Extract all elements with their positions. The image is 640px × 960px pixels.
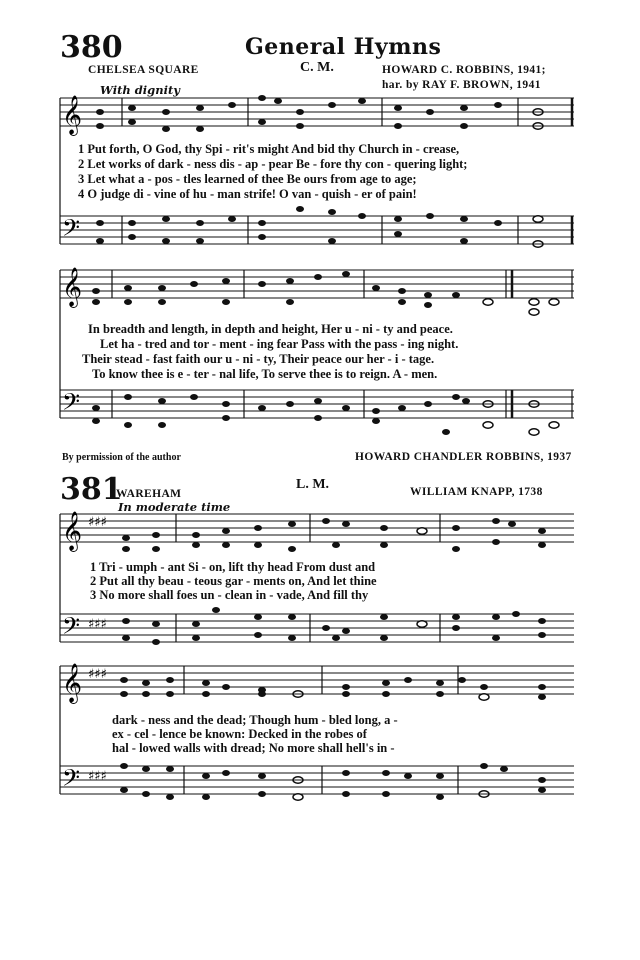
bass-clef-icon: 𝄢 — [62, 764, 81, 797]
notes-bass-3 — [122, 607, 546, 645]
notes-bass-1 — [96, 206, 543, 247]
lyric-verse-2-cont: Let ha - tred and tor - ment - ing fear Pass with the pass - ing night. — [100, 337, 459, 351]
treble-clef-icon: 𝄞 — [62, 95, 83, 135]
key-signature-icon: ♯♯♯ — [88, 515, 107, 530]
composer: WILLIAM KNAPP, 1738 — [410, 486, 543, 498]
tune-name: CHELSEA SQUARE — [88, 64, 199, 76]
bass-staff-2 — [60, 390, 574, 418]
lyric-verse-3: 3 Let what a - pos - tles learned of thee Be ours from age to age; — [78, 172, 417, 186]
key-signature-icon: ♯♯♯ — [88, 769, 107, 784]
tempo-marking: With dignity — [100, 83, 180, 97]
key-signature-icon: ♯♯♯ — [88, 617, 107, 632]
lyric-verse-4-cont: To know thee is e - ter - nal life, To serve thee is to reign. A - men. — [92, 367, 438, 381]
hymn-number-381: 381 — [60, 472, 123, 507]
lyric-verse-4: 4 O judge di - vine of hu - man strife! O van - quish - er of pain! — [78, 187, 417, 201]
key-signature-icon: ♯♯♯ — [88, 667, 107, 682]
treble-clef-icon: 𝄞 — [62, 267, 83, 307]
lyric-verse-1-cont: In breadth and length, in depth and height, Her u - ni - ty and peace. — [88, 322, 453, 336]
notes-bass-2 — [92, 394, 559, 435]
lyric-381-verse-3-cont: hal - lowed walls with dread; No more shall hell's in - — [112, 741, 395, 755]
tempo-marking-381: In moderate time — [118, 500, 231, 514]
lyric-381-verse-1: 1 Tri - umph - ant Si - on, lift thy head From dust and — [90, 560, 376, 574]
permission-note: By permission of the author — [62, 452, 181, 463]
lyric-381-verse-1-cont: dark - ness and the dead; Though hum - bled long, a - — [112, 713, 398, 727]
notes-treble-2 — [92, 271, 559, 315]
tune-name-381: WAREHAM — [116, 488, 182, 500]
lyric-verse-2: 2 Let works of dark - ness dis - ap - pear Be - fore thy con - quering light; — [78, 157, 468, 171]
lyric-verse-1: 1 Put forth, O God, thy Spi - rit's might And bid thy Church in - crease, — [78, 142, 460, 156]
meter-381: L. M. — [296, 477, 330, 492]
footer-author: HOWARD CHANDLER ROBBINS, 1937 — [355, 451, 572, 463]
treble-clef-icon: 𝄞 — [62, 511, 83, 551]
treble-staff-4 — [60, 666, 574, 694]
bass-clef-icon: 𝄢 — [62, 388, 81, 421]
bass-clef-icon: 𝄢 — [62, 612, 81, 645]
meter: C. M. — [300, 60, 334, 75]
lyric-381-verse-3: 3 No more shall foes un - clean in - vade, And fill thy — [90, 588, 369, 602]
treble-clef-icon: 𝄞 — [62, 663, 83, 703]
bass-clef-icon: 𝄢 — [62, 214, 81, 247]
hymn-number-380: 380 — [60, 30, 123, 65]
author: HOWARD C. ROBBINS, 1941; — [382, 64, 546, 76]
lyric-381-verse-2-cont: ex - cel - lence be known: Decked in the robes of — [112, 727, 367, 741]
bass-staff-4 — [60, 766, 574, 794]
page-title: General Hymns — [245, 34, 442, 60]
harmonizer: har. by RAY F. BROWN, 1941 — [382, 79, 541, 91]
lyric-verse-3-cont: Their stead - fast faith our u - ni - ty, Their peace our her - i - tage. — [82, 352, 435, 366]
lyric-381-verse-2: 2 Put all thy beau - teous gar - ments on, And let thine — [90, 574, 377, 588]
